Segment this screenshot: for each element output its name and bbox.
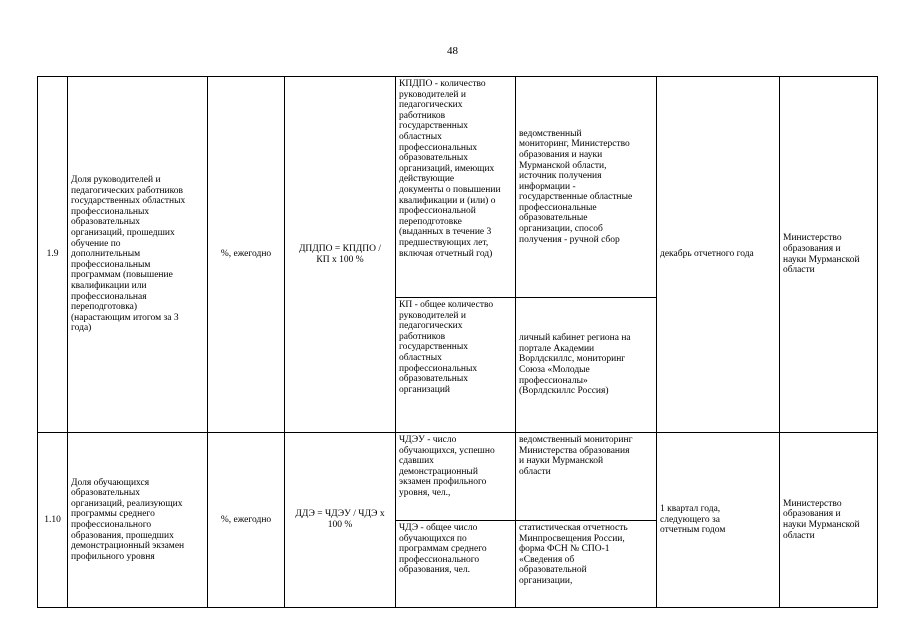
- indicator-unit: %, ежегодно: [208, 433, 285, 608]
- component-definition: КП - общее количество руководителей и педагогических работников государственных областных профессиональных образовательных организаций: [396, 298, 516, 433]
- indicator-name: Доля обучающихся образовательных организаций, реализующих программы среднего профессионального образования, прошедших демонстрационный экзамен профильного уровня: [68, 433, 208, 608]
- indicator-formula: ДПДПО = КПДПО / КП х 100 %: [285, 77, 396, 433]
- component-source: личный кабинет региона на портале Академии Ворлдскиллс, мониторинг Союза «Молодые профессионалы» (Ворлдскиллс Россия): [516, 298, 657, 433]
- indicator-formula: ДДЭ = ЧДЭУ / ЧДЭ х 100 %: [285, 433, 396, 608]
- reporting-period: декабрь отчетного года: [657, 77, 780, 433]
- component-definition: ЧДЭУ - число обучающихся, успешно сдавших демонстрационный экзамен профильного уровня, чел.,: [396, 433, 516, 521]
- table-row-1-10: [38, 433, 878, 521]
- component-source: ведомственный мониторинг Министерства образования и науки Мурманской области: [516, 433, 657, 521]
- component-source: ведомственный мониторинг, Министерство образования и науки Мурманской области, источник получения информации - государственные областные профессиональные образовательные организации, способ получения - ручной сбор: [516, 77, 657, 298]
- responsible-body: Министерство образования и науки Мурманской области: [780, 433, 878, 608]
- page-number: 48: [447, 45, 458, 57]
- row-number: 1.9: [38, 77, 68, 433]
- row-number: 1.10: [38, 433, 68, 608]
- reporting-period: 1 квартал года, следующего за отчетным годом: [657, 433, 780, 608]
- component-source: статистическая отчетность Минпросвещения России, форма ФСН № СПО-1 «Сведения об образовательной организации,: [516, 521, 657, 608]
- indicator-name: Доля руководителей и педагогических работников государственных областных профессиональных образовательных организаций, прошедших обучение по дополнительным профессиональным программам (повышение квалификации или профессиональная переподготовка) (нарастающим итогом за 3 года): [68, 77, 208, 433]
- table-row-1-9: [38, 77, 878, 298]
- component-definition: ЧДЭ - общее число обучающихся по программам среднего профессионального образования, чел.: [396, 521, 516, 608]
- indicators-table: [37, 76, 878, 608]
- responsible-body: Министерство образования и науки Мурманской области: [780, 77, 878, 433]
- indicator-unit: %, ежегодно: [208, 77, 285, 433]
- component-definition: КПДПО - количество руководителей и педагогических работников государственных областных профессиональных образовательных организаций, имеющих действующие документы о повышении квалификации и (или) о профессиональной переподготовке (выданных в течение 3 предшествующих лет, включая отчетный год): [396, 77, 516, 298]
